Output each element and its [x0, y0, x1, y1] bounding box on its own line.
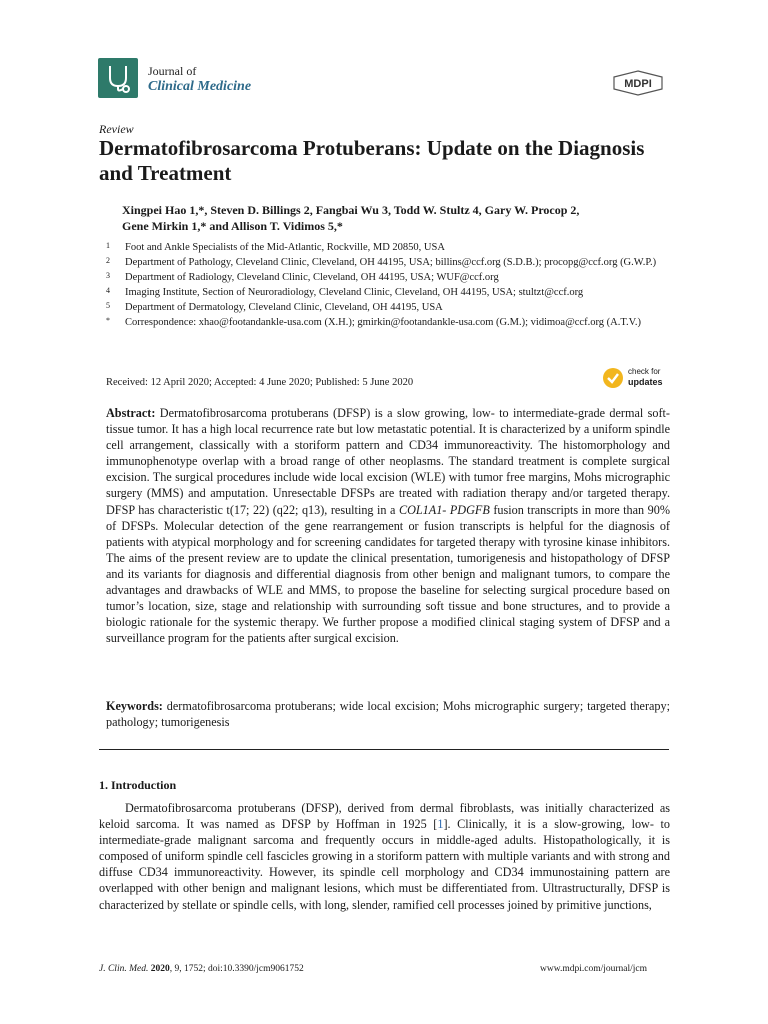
footer-citation: J. Clin. Med. 2020, 9, 1752; doi:10.3390/jcm9061752: [99, 964, 304, 974]
check-updates-text: check for updates: [628, 367, 663, 387]
affiliation-1: 1 Foot and Ankle Specialists of the Mid-Atlantic, Rockville, MD 20850, USA: [106, 241, 445, 253]
affiliation-3: 3 Department of Radiology, Cleveland Clinic, Cleveland, OH 44195, USA; WUF@ccf.org: [106, 271, 499, 283]
publication-dates: Received: 12 April 2020; Accepted: 4 June 2020; Published: 5 June 2020: [106, 377, 414, 388]
section-divider: [99, 749, 669, 750]
abstract: Abstract: Dermatofibrosarcoma protuberans (DFSP) is a slow growing, low- to intermediate-grade dermal soft-tissue tumor. It has a high local recurrence rate but low metastatic potential. It is characterized by a uniform spindle cell arrangement, classically with a storiform pattern and CD34 immunoreactivity. The histomorphology and immunophenotype overlap with a broad range of other neoplasms. The standard treatment is complete surgical excision. The surgical procedures include wide local excision (WLE) with tumor free margins, Mohs micrographic surgery (MMS) and amputation. Unresectable DFSPs are treated with radiation therapy and/or targeted therapy. DFSP has characteristic t(17; 22) (q22; q13), resulting in a COL1A1- PDGFB fusion transcripts in more than 90% of DFSPs. Molecular detection of the gene rearrangement or fusion transcripts is helpful for the diagnosis of patients with atypical morphology and for screening candidates for targeted therapy with tyrosine kinase inhibitors. The aims of the present review are to update the clinical presentation, tumorigenesis and histopathology of DFSP and its variants for diagnosis and differential diagnosis from other benign and malignant tumors, to compare the advantages and drawbacks of WLE and MMS, to propose the baseline for selecting surgical procedure based on tumor’s location, size, stage and relationship with surrounding soft tissue and bone structures, and to provide a biologic rationale for the systemic therapy. We further propose a modified clinical staging system of DFSP and a surveillance program for the patients after surgical excision.: [106, 406, 670, 646]
journal-name[interactable]: Journal of Clinical Medicine: [148, 64, 252, 94]
introduction-paragraph: Dermatofibrosarcoma protuberans (DFSP), derived from dermal fibroblasts, was initially characterized as keloid sarcoma. It was named as DFSP by Hoffman in 1925 [1]. Clinically, it is a slow-growing, low- to intermediate-grade malignant sarcoma and frequently occurs in middle-aged adults. Histopathologically, it is composed of uniform spindle cell fascicles growing in a storiform pattern with multiple variants and with strong and diffuse CD34 immunoreactivity. However, its spindle cell morphology and CD34 immunostaining pattern are overlapped with other benign and malignant lesions, which must be differentiated from. Ultrastructurally, DFSP is characterized by stellate or spindle cells, with long, slender, ramified cell processes joined by primitive junctions,: [99, 801, 670, 912]
citation-link[interactable]: 1: [437, 817, 444, 832]
footer-url[interactable]: www.mdpi.com/journal/jcm: [540, 964, 648, 974]
correspondence: * Correspondence: xhao@footandankle-usa.com (X.H.); gmirkin@footandankle-usa.com (G.M.); vidimoa@ccf.org (A.T.V.): [106, 316, 641, 328]
journal-logo: [98, 58, 138, 98]
affiliation-5: 5 Department of Dermatology, Cleveland Clinic, Cleveland, OH 44195, USA: [106, 301, 443, 313]
check-updates-icon: [602, 367, 624, 389]
keywords: Keywords: dermatofibrosarcoma protuberans; wide local excision; Mohs micrographic surgery; targeted therapy; pathology; tumorigenesis: [106, 699, 670, 730]
stethoscope-icon: [98, 58, 138, 98]
affiliations: [106, 240, 676, 330]
author-list: [122, 202, 662, 234]
section-title-introduction: 1. Introduction: [99, 778, 177, 792]
article-type: Review: [99, 122, 134, 136]
authors-line-1[interactable]: Xingpei Hao 1,*, Steven D. Billings 2, Fangbai Wu 3, Todd W. Stultz 4, Gary W. Procop 2,: [122, 203, 580, 217]
article-title: Dermatofibrosarcoma Protuberans: Update on the Diagnosis and Treatment: [99, 136, 645, 185]
mdpi-logo[interactable]: [612, 70, 664, 96]
authors-line-2[interactable]: Gene Mirkin 1,* and Allison T. Vidimos 5,*: [122, 219, 343, 233]
affiliation-2: 2 Department of Pathology, Cleveland Clinic, Cleveland, OH 44195, USA; billins@ccf.org (S.D.B.); procopg@ccf.org (G.W.P.): [106, 256, 657, 268]
svg-text:MDPI: MDPI: [624, 78, 652, 90]
mdpi-logo-icon: [612, 70, 664, 96]
affiliation-4: 4 Imaging Institute, Section of Neuroradiology, Cleveland Clinic, Cleveland, OH 44195, USA; stultzt@ccf.org: [106, 286, 584, 298]
